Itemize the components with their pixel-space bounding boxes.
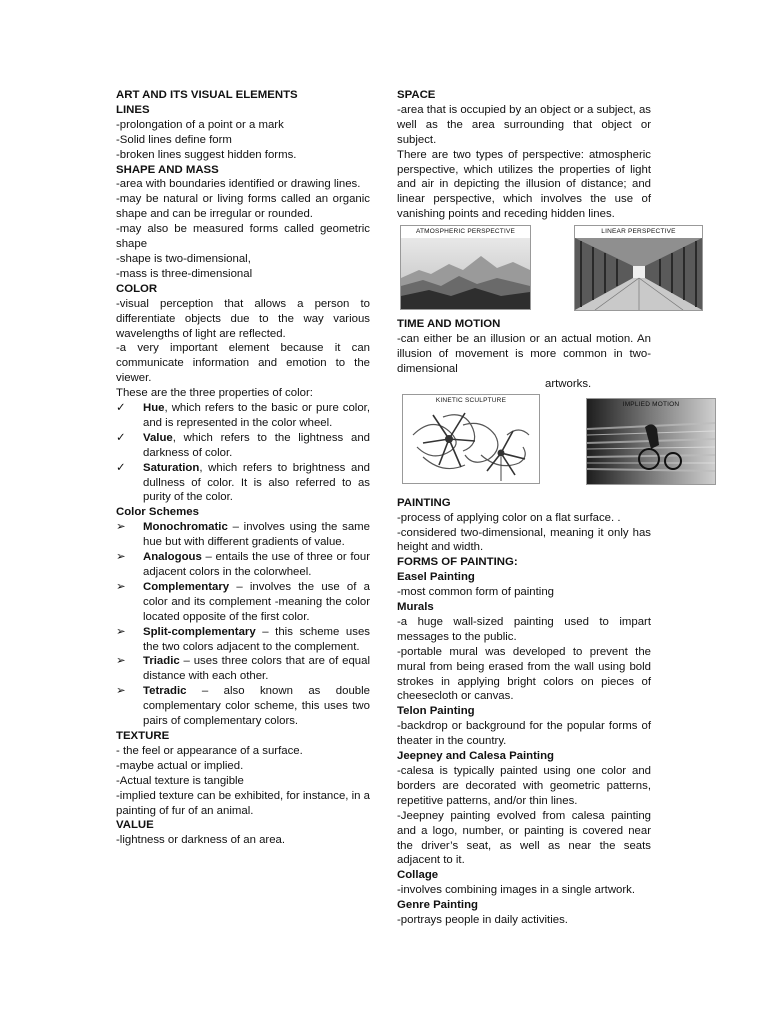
color-schemes-heading: Color Schemes xyxy=(116,506,199,519)
genre-heading: Genre Painting xyxy=(397,899,479,912)
scheme-text: – involves using the same hue but with different gradients of value. xyxy=(143,521,370,549)
property-term: Saturation xyxy=(143,461,200,474)
texture-heading: TEXTURE xyxy=(116,729,170,742)
scheme-text: – also known as double complementary color scheme, this uses two pairs of complementary colors. xyxy=(143,685,370,728)
value-heading: VALUE xyxy=(116,819,154,832)
left-column xyxy=(116,88,370,848)
color-scheme-item xyxy=(116,520,370,550)
scheme-text: – uses three colors that are of equal distance with each other. xyxy=(143,655,370,683)
kinetic-sculpture-image xyxy=(403,395,539,483)
scheme-text: – involves the use of a color and its complement -meaning the color located opposite of the first color. xyxy=(143,580,370,623)
color-scheme-item xyxy=(116,684,370,729)
lines-heading: LINES xyxy=(116,103,150,116)
property-term: Hue xyxy=(143,402,165,415)
arrow-bullet-icon: ➢ xyxy=(116,685,126,698)
figure-caption: KINETIC SCULPTURE xyxy=(435,396,507,404)
color-scheme-item xyxy=(116,654,370,684)
property-text: , which refers to the basic or pure color, and is represented in the color wheel. xyxy=(143,402,370,429)
mountain-landscape-image xyxy=(401,226,530,309)
telon-text: -backdrop or background for the popular forms of theater in the country. xyxy=(397,720,651,748)
color-text: -visual perception that allows a person to differentiate objects due to the way various wavelengths of light are reflected. xyxy=(116,297,370,340)
kinetic-sculpture-figure xyxy=(402,394,540,484)
space-text: There are two types of perspective: atmospheric perspective, which utilizes the properties of light and air in depicting the illusion of distance; and linear perspective, which involves the use of vanishing points and receding hidden lines. xyxy=(397,148,651,221)
document-title: ART AND ITS VISUAL ELEMENTS xyxy=(116,89,298,101)
murals-heading: Murals xyxy=(397,601,434,614)
figure-caption: IMPLIED MOTION xyxy=(622,400,680,408)
shape-text: -may be natural or living forms called an organic shape and can be irregular or rounded. xyxy=(116,193,370,221)
arrow-bullet-icon: ➢ xyxy=(116,625,126,638)
color-scheme-item xyxy=(116,550,370,580)
scheme-term: Complementary xyxy=(143,580,230,593)
arrow-bullet-icon: ➢ xyxy=(116,655,126,668)
arrow-bullet-icon: ➢ xyxy=(116,580,126,593)
shape-heading: SHAPE AND MASS xyxy=(116,163,219,176)
scheme-text: – entails the use of three or four adjacent colors in the colorwheel. xyxy=(143,551,370,578)
figure-caption: LINEAR PERSPECTIVE xyxy=(601,228,676,236)
space-heading: SPACE xyxy=(397,89,436,101)
checkmark-icon: ✓ xyxy=(116,461,126,474)
time-motion-text: -can either be an illusion or an actual motion. An illusion of movement is more common in two-dimensional xyxy=(397,333,651,375)
murals-text: -a huge wall-sized painting used to impart messages to the public. xyxy=(397,615,651,643)
scheme-text: – this scheme uses the two colors adjacent to the complement. xyxy=(143,625,370,653)
property-text: , which refers to brightness and dullness of color. It is also referred to as purity of the color. xyxy=(143,461,370,504)
genre-text: -portrays people in daily activities. xyxy=(397,914,568,927)
shape-text: -shape is two-dimensional, xyxy=(116,252,251,265)
lines-text: -prolongation of a point or a mark xyxy=(116,118,284,131)
color-property-item xyxy=(116,461,370,506)
collage-text: -involves combining images in a single artwork. xyxy=(397,884,636,897)
time-motion-text: artworks. xyxy=(545,377,592,390)
motion-blur-image xyxy=(587,399,715,484)
implied-motion-figure xyxy=(586,398,716,485)
corridor-image xyxy=(575,226,702,310)
scheme-term: Tetradic xyxy=(143,685,187,698)
texture-text: -maybe actual or implied. xyxy=(116,759,244,772)
lines-text: -broken lines suggest hidden forms. xyxy=(116,148,297,161)
easel-text: -most common form of painting xyxy=(397,586,554,599)
color-text: These are the three properties of color: xyxy=(116,387,313,400)
motion-figures xyxy=(397,394,680,496)
atmospheric-perspective-figure xyxy=(400,225,531,310)
jeepney-heading: Jeepney and Calesa Painting xyxy=(397,750,554,763)
texture-text: -Actual texture is tangible xyxy=(116,774,244,787)
color-property-item xyxy=(116,401,370,431)
arrow-bullet-icon: ➢ xyxy=(116,551,126,564)
color-scheme-item xyxy=(116,580,370,625)
perspective-figures xyxy=(397,225,676,317)
property-text: , which refers to the lightness and darkness of color. xyxy=(143,431,370,459)
collage-heading: Collage xyxy=(397,869,439,882)
scheme-term: Analogous xyxy=(143,551,202,564)
scheme-term: Split-complementary xyxy=(143,625,256,638)
color-scheme-item xyxy=(116,625,370,655)
color-text: -a very important element because it can communicate information and emotion to the viewer. xyxy=(116,342,370,385)
painting-text: -process of applying color on a flat surface. . xyxy=(397,511,621,524)
texture-text: - the feel or appearance of a surface. xyxy=(116,744,303,757)
lines-text: -Solid lines define form xyxy=(116,133,232,146)
checkmark-icon: ✓ xyxy=(116,402,126,415)
linear-perspective-figure xyxy=(574,225,703,311)
figure-caption: ATMOSPHERIC PERSPECTIVE xyxy=(415,228,516,236)
color-property-item xyxy=(116,431,370,461)
painting-heading: PAINTING xyxy=(397,496,451,509)
scheme-term: Monochromatic xyxy=(143,521,228,534)
property-term: Value xyxy=(143,431,173,444)
checkmark-icon: ✓ xyxy=(116,431,126,444)
shape-text: -may also be measured forms called geometric shape xyxy=(116,223,370,251)
texture-text: -implied texture can be exhibited, for instance, in a painting of fur of an animal. xyxy=(116,789,370,817)
color-heading: COLOR xyxy=(116,282,158,295)
easel-heading: Easel Painting xyxy=(397,571,475,584)
shape-text: -mass is three-dimensional xyxy=(116,267,253,280)
jeepney-text: -calesa is typically painted using one color and borders are decorated with geometric patterns, repetitive patterns, and/or thin lines. xyxy=(397,765,651,807)
forms-heading: FORMS OF PAINTING: xyxy=(397,556,518,569)
value-text: -lightness or darkness of an area. xyxy=(116,834,286,847)
murals-text: -portable mural was developed to prevent the mural from being erased from the wall using bold strokes in applying bright colors on pieces of cheesecloth or canvas. xyxy=(397,645,651,703)
arrow-bullet-icon: ➢ xyxy=(116,521,126,534)
telon-heading: Telon Painting xyxy=(397,705,475,718)
right-column xyxy=(397,88,680,928)
space-text: -area that is occupied by an object or a subject, as well as the area surrounding that object or subject. xyxy=(397,103,651,146)
shape-text: -area with boundaries identified or drawing lines. xyxy=(116,178,361,191)
time-motion-heading: TIME AND MOTION xyxy=(397,318,501,331)
jeepney-text: -Jeepney painting evolved from calesa painting and a logo, number, or painting is covered near the driver’s seat, as well as near the seats adjacent to it. xyxy=(397,809,651,867)
painting-text: -considered two-dimensional, meaning it only has height and width. xyxy=(397,526,651,554)
scheme-term: Triadic xyxy=(143,655,180,668)
